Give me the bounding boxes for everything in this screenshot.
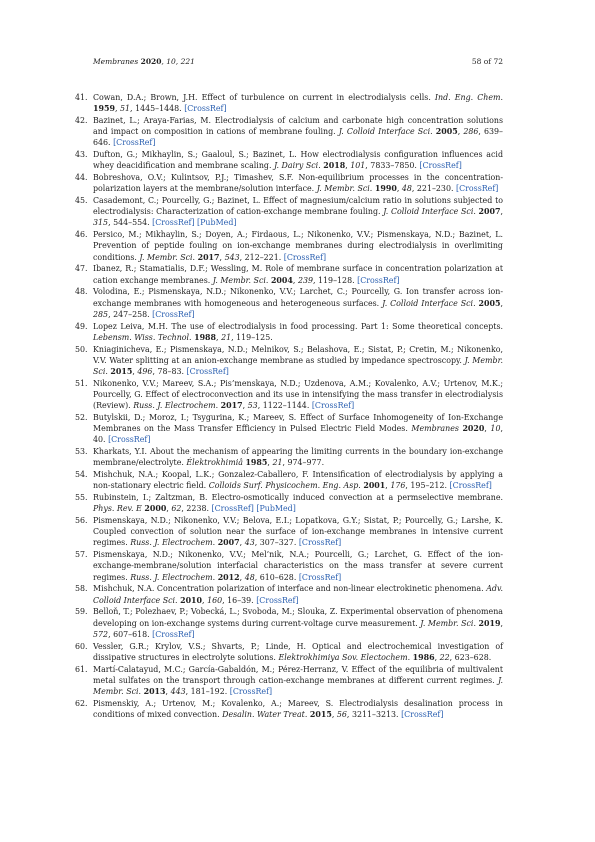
reference-item (75, 195, 504, 228)
reference-number: 42. (75, 116, 88, 125)
crossref-link[interactable]: [CrossRef] (419, 161, 462, 171)
journal-citation (93, 57, 195, 66)
reference-item (75, 492, 503, 514)
reference-text: Mishchuk, N.A. Concentration polarization of interface and non-linear electrokinetic phenomena. Adv. Colloid Interface Sci. 2010, 160, 16–39. [CrossRef] (93, 584, 503, 605)
reference-text: Rubinstein, I.; Zaltzman, B. Electro-osmotically induced convection at a permselective membrane. Phys. Rev. E 2000, 62, 2238. [CrossRef] [PubMed] (93, 493, 503, 514)
reference-text: Pismenskiy, A.; Urtenov, M.; Kovalenko, A.; Mareev, S. Electrodialysis desalination process in conditions of mixed convection. Desalin. Water Treat. 2015, 56, 3211–3213. [CrossRef] (93, 698, 503, 719)
reference-number: 51. (75, 378, 88, 388)
journal-year: 2020 (140, 57, 162, 66)
reference-item (75, 149, 503, 171)
reference-item (75, 698, 503, 720)
reference-text: Belloň, T.; Polezhaev, P.; Vobecká, L.; Svoboda, M.; Slouka, Z. Experimental observation of phenomena developing on ion-exchange systems during current-voltage curve measurement. J. Membr. Sci. 2019, 572, 607–618. [CrossRef] (93, 607, 503, 639)
reference-number: 52. (75, 412, 88, 422)
crossref-link[interactable]: [CrossRef] (152, 218, 195, 228)
crossref-link[interactable]: [CrossRef] (456, 184, 499, 194)
reference-number: 56. (75, 516, 88, 526)
page-number: 58 of 72 (471, 57, 503, 66)
reference-item (75, 583, 503, 605)
reference-item (75, 172, 503, 194)
reference-text: Bobreshova, O.V.; Kulintsov, P.J.; Timashev, S.F. Non-equilibrium processes in the concentration-polarization layers at the membrane/solution interface. J. Membr. Sci. 1990, 48, 221–230. [CrossRef] (93, 173, 503, 194)
reference-text: Mishchuk, N.A.; Koopal, L.K.; Gonzalez-Caballero, F. Intensification of electrodialysis by applying a non-stationary electric field. Colloids Surf. Physicochem. Eng. Asp. 2001, 176, 195–212. [CrossRef] (93, 470, 503, 491)
reference-item (75, 641, 503, 663)
reference-text: Dufton, G.; Mikhaylin, S.; Gaaloul, S.; Bazinet, L. How electrodialysis configuration influences acid whey deacidification and membrane scaling. J. Dairy Sci. 2018, 101, 7833–7850. [CrossRef] (93, 150, 503, 171)
reference-item (75, 378, 503, 411)
reference-text: Martí-Calatayud, M.C.; García-Gabaldón, M.; Pérez-Herranz, V. Effect of the equilibria of multivalent metal sulfates on the transport through cation-exchange membranes at different current regimes. J. Membr. Sci. 2013, 443, 181–192. [CrossRef] (93, 664, 503, 696)
crossref-link[interactable]: [CrossRef] (449, 481, 492, 491)
crossref-link[interactable]: [CrossRef] (152, 309, 195, 319)
reference-number: 46. (75, 230, 88, 240)
reference-item (75, 115, 503, 148)
reference-text: Lopez Leiva, M.H. The use of electrodialysis in food processing. Part 1: Some theoretical concepts. Lebensm. Wiss. Technol. 1988, 21, 119–125. (93, 321, 503, 342)
reference-text: Pismenskaya, N.D.; Nikonenko, V.V.; Belova, E.I.; Lopatkova, G.Y.; Sistat, P.; Pourcelly, G.; Larshe, K. Coupled convection of solution near the surface of ion-exchange membranes in intensive current regimes. Russ. J. Electrochem. 2007, 43, 307–327. [CrossRef] (93, 516, 503, 548)
reference-number: 41. (75, 93, 88, 102)
reference-number: 49. (75, 321, 88, 331)
reference-item (75, 344, 503, 377)
reference-text: Ibanez, R.; Stamatialis, D.F.; Wessling, M. Role of membrane surface in concentration polarization at cation exchange membranes. J. Membr. Sci. 2004, 239, 119–128. [CrossRef] (93, 264, 503, 285)
crossref-link[interactable]: [CrossRef] (357, 275, 400, 285)
reference-text: Bazinet, L.; Araya-Farias, M. Electrodialysis of calcium and carbonate high concentration solutions and impact on composition in cations of membrane fouling. J. Colloid Interface Sci. 2005, 286, 639–646. [CrossRef] (93, 116, 503, 148)
crossref-link[interactable]: [CrossRef] (113, 138, 156, 148)
journal-name: Membranes (93, 57, 139, 66)
reference-item (75, 286, 504, 319)
crossref-link[interactable]: [CrossRef] (211, 504, 254, 514)
reference-item (75, 515, 503, 548)
reference-number: 53. (75, 447, 88, 457)
reference-item (75, 229, 503, 262)
reference-item (75, 263, 503, 285)
reference-number: 59. (75, 607, 88, 617)
journal-volume-pages: , 10, 221 (161, 57, 195, 66)
reference-number: 57. (75, 550, 88, 560)
reference-number: 54. (75, 470, 88, 480)
reference-text: Vessler, G.R.; Krylov, V.S.; Shvarts, P.; Linde, H. Optical and electrochemical investigation of dissipative structures in electrolyte solutions. Elektrokhimiya Sov. Electochem. 1986, 22, 623–628. (93, 641, 503, 662)
reference-text: Kniaginicheva, E.; Pismenskaya, N.D.; Melnikov, S.; Belashova, E.; Sistat, P.; Cretin, M.; Nikonenko, V.V. Water splitting at an anion-exchange membrane as studied by impedance spectroscopy. J. Membr. Sci. 2015, 496, 78–83. [CrossRef] (93, 344, 503, 376)
reference-item (75, 606, 503, 639)
reference-number: 48. (75, 287, 88, 297)
reference-number: 43. (75, 150, 88, 160)
reference-text: Volodina, E.; Pismenskaya, N.D.; Nikonenko, V.V.; Larchet, C.; Pourcelly, G. Ion transfer across ion-exchange membranes with homogeneous and heterogeneous surfaces. J. Colloid Interface Sci. 2005, 285, 247–258. [CrossRef] (93, 287, 504, 319)
reference-number: 45. (75, 196, 88, 206)
pubmed-link[interactable]: [PubMed] (197, 218, 237, 228)
reference-item (75, 549, 503, 582)
crossref-link[interactable]: [CrossRef] (256, 595, 299, 605)
reference-number: 62. (75, 698, 88, 708)
crossref-link[interactable]: [CrossRef] (152, 629, 195, 639)
crossref-link[interactable]: [CrossRef] (184, 104, 227, 114)
reference-text: Casademont, C.; Pourcelly, G.; Bazinet, L. Effect of magnesium/calcium ratio in solutions subjected to electrodialysis: Characterization of cation-exchange membrane fouling. J. Colloid Interface Sci. 2007, 315, 544–554. [CrossRef] [PubMed] (93, 196, 504, 228)
reference-number: 58. (75, 584, 88, 594)
reference-text: Kharkats, Y.I. About the mechanism of appearing the limiting currents in the boundary ion-exchange membrane/electrolyte. Élektrokhimiâ 1985, 21, 974–977. (93, 447, 503, 468)
reference-text: Persico, M.; Mikhaylin, S.; Doyen, A.; Firdaous, L.; Nikonenko, V.V.; Pismenskaya, N.D.; Bazinet, L. Prevention of peptide fouling on ion-exchange membranes during electrodialysis in overlimiting conditions. J. Membr. Sci. 2017, 543, 212–221. [CrossRef] (93, 230, 503, 262)
crossref-link[interactable]: [CrossRef] (401, 709, 444, 719)
crossref-link[interactable]: [CrossRef] (229, 686, 273, 696)
reference-number: 61. (75, 664, 88, 674)
reference-text: Butylskii, D.; Moroz, I.; Tsygurina, K.; Mareev, S. Effect of Surface Inhomogeneity of Ion-Exchange Membranes on the Mass Transfer Efficiency in Pulsed Electric Field Modes. Membranes 2020, 10, 40. [CrossRef] (93, 412, 503, 445)
reference-item (75, 469, 503, 491)
crossref-link[interactable]: [CrossRef] (298, 538, 342, 548)
reference-item (75, 412, 503, 445)
pubmed-link[interactable]: [PubMed] (256, 504, 296, 514)
reference-list (75, 92, 504, 721)
reference-number: 44. (75, 173, 88, 183)
reference-text: Pismenskaya, N.D.; Nikonenko, V.V.; Mel’nik, N.A.; Pourcelli, G.; Larchet, G. Effect of the ion-exchange-membrane/solution interfacial characteristics on the mass transfer at severe current regimes. Russ. J. Electrochem. 2012, 48, 610–628. [CrossRef] (93, 550, 503, 582)
reference-text: Cowan, D.A.; Brown, J.H. Effect of turbulence on current in electrodialysis cells. Ind. Eng. Chem. 1959, 51, 1445–1448. [CrossRef] (93, 93, 503, 114)
crossref-link[interactable]: [CrossRef] (311, 401, 355, 411)
crossref-link[interactable]: [CrossRef] (283, 252, 327, 262)
crossref-link[interactable]: [CrossRef] (298, 572, 342, 582)
reference-item (75, 664, 503, 697)
reference-item (75, 92, 503, 114)
page-header (93, 57, 503, 69)
reference-number: 55. (75, 493, 88, 503)
reference-number: 50. (75, 344, 88, 354)
crossref-link[interactable]: [CrossRef] (108, 435, 151, 445)
crossref-link[interactable]: [CrossRef] (186, 366, 229, 376)
reference-item (75, 321, 503, 343)
reference-text: Nikonenko, V.V.; Mareev, S.A.; Pis’menskaya, N.D.; Uzdenova, A.M.; Kovalenko, A.V.; Urtenov, M.K.; Pourcelly, G. Effect of electroconvection and its use in intensifying the mass transfer in electrodialysis (Review). Russ. J. Electrochem. 2017, 53, 1122–1144. [CrossRef] (93, 378, 503, 411)
reference-number: 47. (75, 264, 88, 274)
reference-number: 60. (75, 641, 88, 651)
reference-item (75, 446, 503, 468)
